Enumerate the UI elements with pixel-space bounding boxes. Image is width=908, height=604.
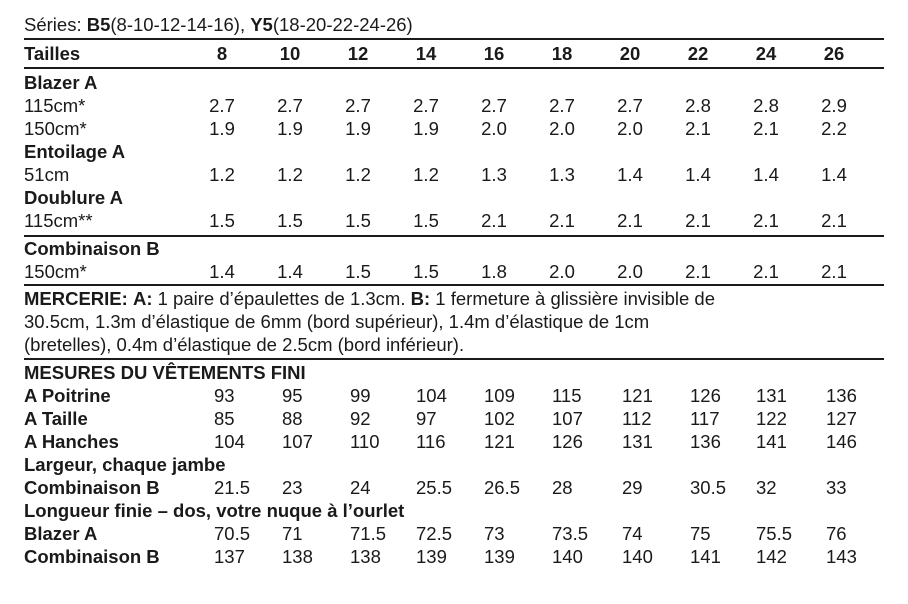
table-cell: 97 <box>416 408 437 429</box>
table-cell: 1.5 <box>413 210 439 231</box>
table-cell: 121 <box>484 431 515 452</box>
table-cell: 26.5 <box>484 477 521 498</box>
table-cell: 1.4 <box>617 164 643 185</box>
series-y-sizes: (18-20-22-24-26) <box>272 14 413 35</box>
table-cell: 2.1 <box>753 118 779 139</box>
table-row <box>0 523 908 545</box>
group-header <box>0 500 908 522</box>
size-header-cell: 14 <box>415 43 437 64</box>
table-cell: 141 <box>756 431 787 452</box>
notions-b-text: 1 fermeture à glissière invisible de <box>435 288 715 309</box>
table-cell: 2.7 <box>617 95 643 116</box>
row-label: Blazer A <box>24 72 98 93</box>
row-label: Blazer A <box>24 523 98 544</box>
table-cell: 1.5 <box>345 210 371 231</box>
group-header <box>0 141 908 163</box>
rule-header <box>24 67 884 69</box>
table-cell: 2.1 <box>685 118 711 139</box>
rule-combinaison <box>24 235 884 237</box>
measures-title-row <box>0 362 908 384</box>
table-row <box>0 431 908 453</box>
notions-a-text: 1 paire d’épaulettes de 1.3cm. <box>157 288 406 309</box>
table-cell: 146 <box>826 431 857 452</box>
table-cell: 2.1 <box>549 210 575 231</box>
row-label: Doublure A <box>24 187 124 208</box>
table-cell: 139 <box>416 546 447 567</box>
table-cell: 1.4 <box>209 261 235 282</box>
table-cell: 102 <box>484 408 515 429</box>
table-cell: 2.1 <box>821 210 847 231</box>
table-cell: 110 <box>350 431 380 452</box>
table-cell: 70.5 <box>214 523 251 544</box>
group-header <box>0 187 908 209</box>
table-cell: 2.0 <box>549 118 575 139</box>
table-cell: 1.8 <box>481 261 507 282</box>
table-cell: 1.2 <box>345 164 371 185</box>
notions-line-1 <box>24 287 886 310</box>
table-cell: 1.3 <box>481 164 507 185</box>
table-cell: 138 <box>282 546 313 567</box>
table-cell: 2.8 <box>685 95 711 116</box>
table-cell: 1.2 <box>277 164 303 185</box>
row-label: Combinaison B <box>24 238 160 259</box>
table-cell: 29 <box>622 477 643 498</box>
row-label: Entoilage A <box>24 141 126 162</box>
table-cell: 131 <box>756 385 787 406</box>
table-cell: 2.0 <box>549 261 575 282</box>
size-header-cell: 10 <box>279 43 301 64</box>
table-cell: 141 <box>690 546 721 567</box>
row-label: Combinaison B <box>24 546 160 567</box>
table-cell: 116 <box>416 431 446 452</box>
table-cell: 24 <box>350 477 371 498</box>
table-row <box>0 95 908 117</box>
series-b-label: B5 <box>86 14 111 35</box>
size-header-cell: 24 <box>755 43 777 64</box>
table-cell: 72.5 <box>416 523 453 544</box>
row-label: 115cm** <box>24 210 93 231</box>
table-cell: 73.5 <box>552 523 589 544</box>
table-cell: 2.1 <box>753 261 779 282</box>
group-header <box>0 72 908 94</box>
series-b-sizes: (8-10-12-14-16), <box>110 14 246 35</box>
size-header-row <box>0 43 908 65</box>
size-header-cell: 26 <box>823 43 845 64</box>
table-cell: 142 <box>756 546 787 567</box>
table-cell: 76 <box>826 523 847 544</box>
series-y-label: Y5 <box>250 14 273 35</box>
row-label: A Taille <box>24 408 88 429</box>
table-cell: 1.5 <box>345 261 371 282</box>
table-row <box>0 408 908 430</box>
table-cell: 127 <box>826 408 857 429</box>
table-cell: 71 <box>282 523 303 544</box>
table-cell: 109 <box>484 385 515 406</box>
table-cell: 28 <box>552 477 573 498</box>
table-cell: 2.1 <box>685 210 711 231</box>
notions-line-3: (bretelles), 0.4m d’élastique de 2.5cm (bord inférieur). <box>24 334 465 355</box>
size-header-cell: 8 <box>216 43 228 64</box>
table-cell: 2.7 <box>345 95 371 116</box>
table-cell: 2.2 <box>821 118 847 139</box>
table-cell: 136 <box>690 431 721 452</box>
row-label: 150cm* <box>24 118 87 139</box>
table-cell: 126 <box>552 431 583 452</box>
table-cell: 32 <box>756 477 777 498</box>
notions-a-label: A: <box>132 288 153 309</box>
table-cell: 1.4 <box>821 164 847 185</box>
size-header-cell: 22 <box>687 43 709 64</box>
row-label: Longueur finie – dos, votre nuque à l’ourlet <box>24 500 405 521</box>
table-cell: 1.5 <box>277 210 303 231</box>
table-cell: 2.0 <box>617 118 643 139</box>
table-cell: 99 <box>350 385 371 406</box>
table-cell: 1.2 <box>413 164 439 185</box>
size-header-label: Tailles <box>24 43 81 64</box>
size-header-cell: 18 <box>551 43 573 64</box>
rule-notions <box>24 284 884 286</box>
group-header <box>0 238 908 260</box>
notions-b-label: B: <box>410 288 431 309</box>
table-cell: 1.4 <box>753 164 779 185</box>
size-header-cell: 20 <box>619 43 641 64</box>
table-cell: 95 <box>282 385 303 406</box>
table-cell: 2.9 <box>821 95 847 116</box>
table-cell: 33 <box>826 477 847 498</box>
table-cell: 2.7 <box>413 95 439 116</box>
table-cell: 1.5 <box>209 210 235 231</box>
table-cell: 2.1 <box>481 210 507 231</box>
table-cell: 131 <box>622 431 653 452</box>
table-cell: 107 <box>282 431 313 452</box>
group-header <box>0 454 908 476</box>
table-cell: 93 <box>214 385 235 406</box>
series-line <box>24 14 413 36</box>
table-cell: 2.1 <box>685 261 711 282</box>
table-cell: 115 <box>552 385 582 406</box>
table-cell: 117 <box>690 408 720 429</box>
table-cell: 71.5 <box>350 523 387 544</box>
table-cell: 112 <box>622 408 652 429</box>
table-cell: 1.4 <box>685 164 711 185</box>
table-cell: 2.0 <box>481 118 507 139</box>
row-label: 115cm* <box>24 95 86 116</box>
table-row <box>0 477 908 499</box>
table-cell: 2.7 <box>209 95 235 116</box>
table-cell: 25.5 <box>416 477 453 498</box>
table-cell: 21.5 <box>214 477 251 498</box>
table-cell: 126 <box>690 385 721 406</box>
table-cell: 74 <box>622 523 643 544</box>
table-row <box>0 164 908 186</box>
rule-measures <box>24 358 884 360</box>
table-cell: 138 <box>350 546 381 567</box>
table-cell: 1.9 <box>413 118 439 139</box>
table-cell: 140 <box>552 546 583 567</box>
table-cell: 1.5 <box>413 261 439 282</box>
rule-top <box>24 38 884 40</box>
table-cell: 2.0 <box>617 261 643 282</box>
table-cell: 139 <box>484 546 515 567</box>
table-cell: 121 <box>622 385 653 406</box>
size-header-cell: 12 <box>347 43 369 64</box>
table-cell: 1.9 <box>345 118 371 139</box>
table-cell: 107 <box>552 408 583 429</box>
table-row <box>0 118 908 140</box>
row-label: A Poitrine <box>24 385 111 406</box>
table-row <box>0 546 908 568</box>
table-row <box>0 385 908 407</box>
measures-title: MESURES DU VÊTEMENTS FINI <box>24 362 306 383</box>
table-cell: 1.3 <box>549 164 575 185</box>
table-cell: 2.7 <box>481 95 507 116</box>
table-cell: 136 <box>826 385 857 406</box>
series-prefix: Séries: <box>24 14 82 35</box>
table-cell: 104 <box>416 385 447 406</box>
table-cell: 30.5 <box>690 477 727 498</box>
table-cell: 1.4 <box>277 261 303 282</box>
table-cell: 2.7 <box>277 95 303 116</box>
table-cell: 75 <box>690 523 711 544</box>
row-label: Combinaison B <box>24 477 160 498</box>
table-row <box>0 210 908 232</box>
table-cell: 104 <box>214 431 245 452</box>
size-header-cell: 16 <box>483 43 505 64</box>
table-cell: 88 <box>282 408 303 429</box>
row-label: 150cm* <box>24 261 87 282</box>
table-cell: 23 <box>282 477 303 498</box>
table-cell: 143 <box>826 546 857 567</box>
table-cell: 92 <box>350 408 371 429</box>
table-row <box>0 261 908 283</box>
table-cell: 75.5 <box>756 523 793 544</box>
table-cell: 1.9 <box>209 118 235 139</box>
table-cell: 73 <box>484 523 505 544</box>
table-cell: 1.9 <box>277 118 303 139</box>
table-cell: 122 <box>756 408 787 429</box>
table-cell: 1.2 <box>209 164 235 185</box>
table-cell: 2.7 <box>549 95 575 116</box>
table-cell: 2.8 <box>753 95 779 116</box>
notions-title: MERCERIE: <box>24 288 128 309</box>
table-cell: 2.1 <box>753 210 779 231</box>
row-label: A Hanches <box>24 431 119 452</box>
table-cell: 140 <box>622 546 653 567</box>
row-label: Largeur, chaque jambe <box>24 454 226 475</box>
notions-line-2: 30.5cm, 1.3m d’élastique de 6mm (bord supérieur), 1.4m d’élastique de 1cm <box>24 311 650 332</box>
table-cell: 137 <box>214 546 245 567</box>
row-label: 51cm <box>24 164 70 185</box>
table-cell: 2.1 <box>821 261 847 282</box>
table-cell: 85 <box>214 408 235 429</box>
table-cell: 2.1 <box>617 210 643 231</box>
